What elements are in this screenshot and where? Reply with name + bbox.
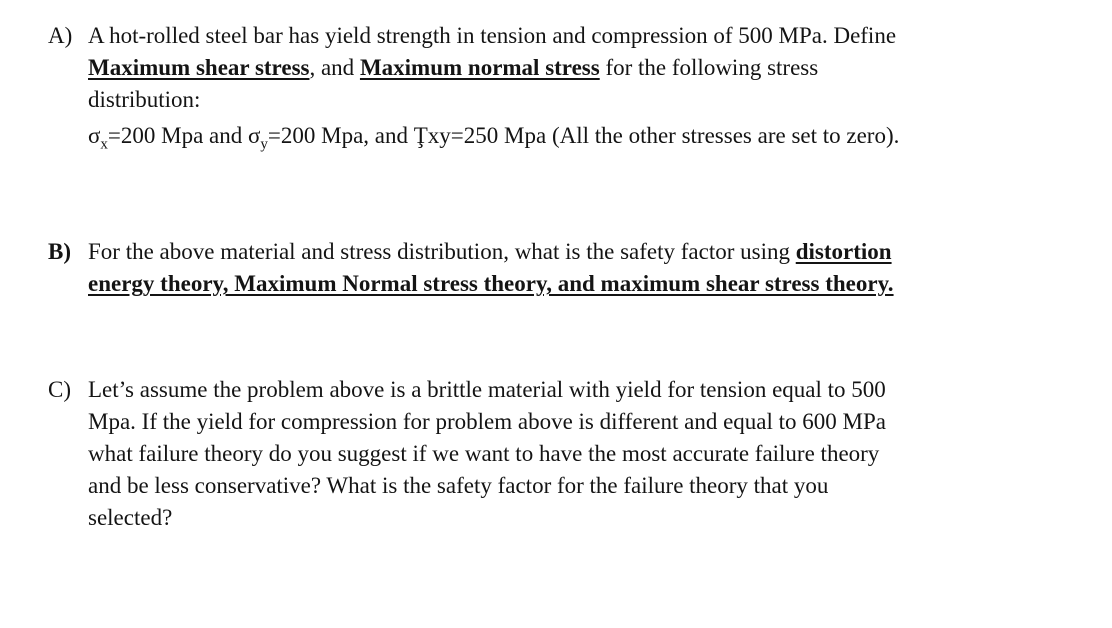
question-a-line-2-mid: , and xyxy=(309,55,360,80)
question-c-line-3: what failure theory do you suggest if we want to have the most accurate failure theory xyxy=(88,441,880,466)
question-a-line-1-text: A hot-rolled steel bar has yield strength in tension and compression of 500 MPa. Define xyxy=(88,23,897,48)
sigma-y-subscript: y xyxy=(260,136,268,153)
question-a xyxy=(48,20,1058,152)
question-c xyxy=(48,374,1058,534)
term-maximum-shear-stress: Maximum shear stress xyxy=(88,55,310,80)
sigma-x-value: =200 Mpa and xyxy=(107,123,248,148)
sigma-x-subscript: x xyxy=(100,136,108,153)
question-a-line-3-text: distribution: xyxy=(88,87,201,112)
question-b xyxy=(48,236,1058,300)
question-b-line-1 xyxy=(48,236,1058,268)
question-a-line-2-end: for the following stress xyxy=(599,55,819,80)
question-a-line-1 xyxy=(48,20,1058,52)
sigma-y-symbol: σ xyxy=(248,123,261,148)
question-c-letter: C) xyxy=(48,377,71,402)
question-b-line-1-text: For the above material and stress distribution, what is the safety factor using xyxy=(88,239,796,264)
question-a-letter: A) xyxy=(48,23,73,48)
sigma-x-symbol: σ xyxy=(88,123,101,148)
stress-note: (All the other stresses are set to zero). xyxy=(546,123,900,148)
stress-distribution xyxy=(48,120,1058,152)
sigma-y-value: =200 Mpa, and xyxy=(267,123,414,148)
question-c-line-2: Mpa. If the yield for compression for problem above is different and equal to 600 MPa xyxy=(88,409,886,434)
question-b-line-2 xyxy=(48,268,1058,300)
question-a-line-2 xyxy=(48,52,1058,84)
question-b-letter: B) xyxy=(48,239,71,264)
term-distortion: distortion xyxy=(795,239,892,264)
question-a-line-3 xyxy=(48,84,1058,116)
question-c-line-1: Let’s assume the problem above is a brittle material with yield for tension equal to 500 xyxy=(88,377,886,402)
question-c-line-5: selected? xyxy=(88,505,173,530)
term-maximum-normal-stress: Maximum normal stress xyxy=(359,55,600,80)
question-c-line-4: and be less conservative? What is the safety factor for the failure theory that you xyxy=(88,473,829,498)
tau-xy-value: Ţxy=250 Mpa xyxy=(413,123,547,148)
term-theories-list: energy theory, Maximum Normal stress theory, and maximum shear stress theory. xyxy=(88,271,894,296)
